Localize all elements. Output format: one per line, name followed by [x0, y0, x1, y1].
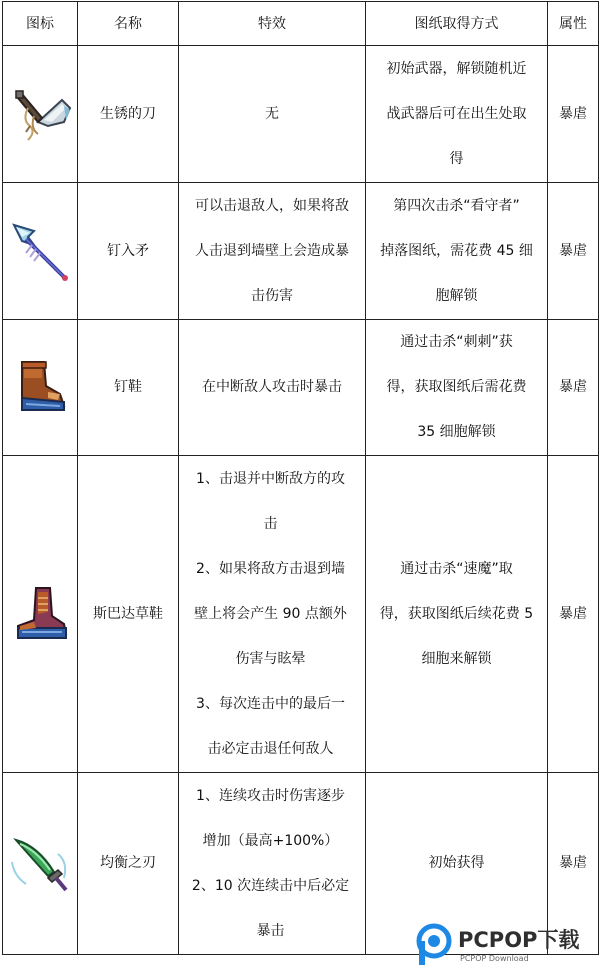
effect-line: 在中断敌人攻击时暴击 [202, 379, 342, 395]
item-effect [179, 183, 366, 320]
effect-line: 暴击 [256, 922, 285, 939]
watermark-title: PCPOP下载 [458, 928, 580, 952]
item-name: 斯巴达草鞋 [78, 456, 179, 773]
effect-line: 2、10 次连续击中后必定 [191, 877, 350, 894]
icon-cell [3, 456, 78, 773]
effect-line: 可以击退敌人，如果将敌 [195, 197, 349, 214]
icon-cell [3, 46, 78, 183]
table-row [3, 46, 599, 183]
weapons-table [2, 1, 599, 955]
header-name: 名称 [78, 2, 179, 46]
item-effect [179, 773, 366, 955]
table-row [3, 183, 599, 320]
source-line: 35 细胞解锁 [417, 424, 496, 440]
item-name: 钉入矛 [78, 183, 179, 320]
rusty-sword-icon [8, 82, 72, 146]
balanced-blade-icon [8, 832, 72, 896]
source-line: 通过击杀“速魔”取 [400, 560, 513, 577]
source-line: 初始武器，解锁随机近 [386, 60, 527, 77]
icon-cell [3, 183, 78, 320]
item-attribute: 暴虐 [548, 773, 599, 955]
header-attribute: 属性 [548, 2, 599, 46]
spartan-sandals-icon [8, 582, 72, 646]
effect-line: 击 [263, 515, 278, 532]
source-line: 细胞来解锁 [421, 650, 492, 667]
item-effect [179, 456, 366, 773]
source-line: 第四次击杀“看守者” [393, 197, 520, 214]
item-attribute: 暴虐 [548, 320, 599, 456]
item-attribute: 暴虐 [548, 183, 599, 320]
effect-line: 3、每次连击中的最后一 [196, 695, 345, 712]
item-source [366, 46, 548, 183]
watermark [414, 921, 600, 971]
effect-line: 1、击退并中断敌方的攻 [196, 470, 345, 487]
item-name: 钉鞋 [78, 320, 179, 456]
source-line: 通过击杀“刺刺”获 [400, 334, 513, 350]
header-effect: 特效 [179, 2, 366, 46]
effect-line: 伤害与眩晕 [235, 650, 306, 667]
source-line: 得，获取图纸后续花费 5 [379, 605, 534, 622]
effect-line: 壁上将会产生 90 点额外 [194, 605, 347, 622]
effect-line: 1、连续攻击时伤害逐步 [196, 787, 345, 804]
effect-line: 无 [265, 105, 279, 122]
spear-icon [8, 219, 72, 283]
table-row [3, 320, 599, 456]
item-source [366, 456, 548, 773]
table-header-row [3, 2, 599, 46]
item-attribute: 暴虐 [548, 46, 599, 183]
source-line: 掉落图纸，需花费 45 细 [380, 242, 533, 259]
watermark-subtitle: PCPOP Download [460, 954, 529, 963]
table-row [3, 456, 599, 773]
item-source [366, 320, 548, 456]
header-icon: 图标 [3, 2, 78, 46]
effect-line: 击必定击退任何敌人 [207, 740, 334, 757]
effect-line: 增加（最高+100%） [202, 832, 339, 849]
item-name: 生锈的刀 [78, 46, 179, 183]
item-attribute: 暴虐 [548, 456, 599, 773]
icon-cell [3, 320, 78, 456]
source-line: 得，获取图纸后需花费 [386, 379, 527, 395]
spiked-boots-icon [8, 356, 72, 420]
source-line: 战武器后可在出生处取 [386, 105, 527, 122]
source-line: 得 [449, 150, 464, 167]
source-line: 胞解锁 [435, 287, 478, 304]
effect-line: 人击退到墙壁上会造成暴 [195, 242, 349, 259]
item-effect [179, 320, 366, 456]
header-source: 图纸取得方式 [366, 2, 548, 46]
item-effect [179, 46, 366, 183]
effect-line: 击伤害 [251, 287, 293, 304]
icon-cell [3, 773, 78, 955]
source-line: 初始获得 [428, 855, 485, 871]
item-source [366, 183, 548, 320]
effect-line: 2、如果将敌方击退到墙 [196, 560, 345, 577]
pcpop-logo-icon [416, 923, 456, 967]
item-name: 均衡之刃 [78, 773, 179, 955]
